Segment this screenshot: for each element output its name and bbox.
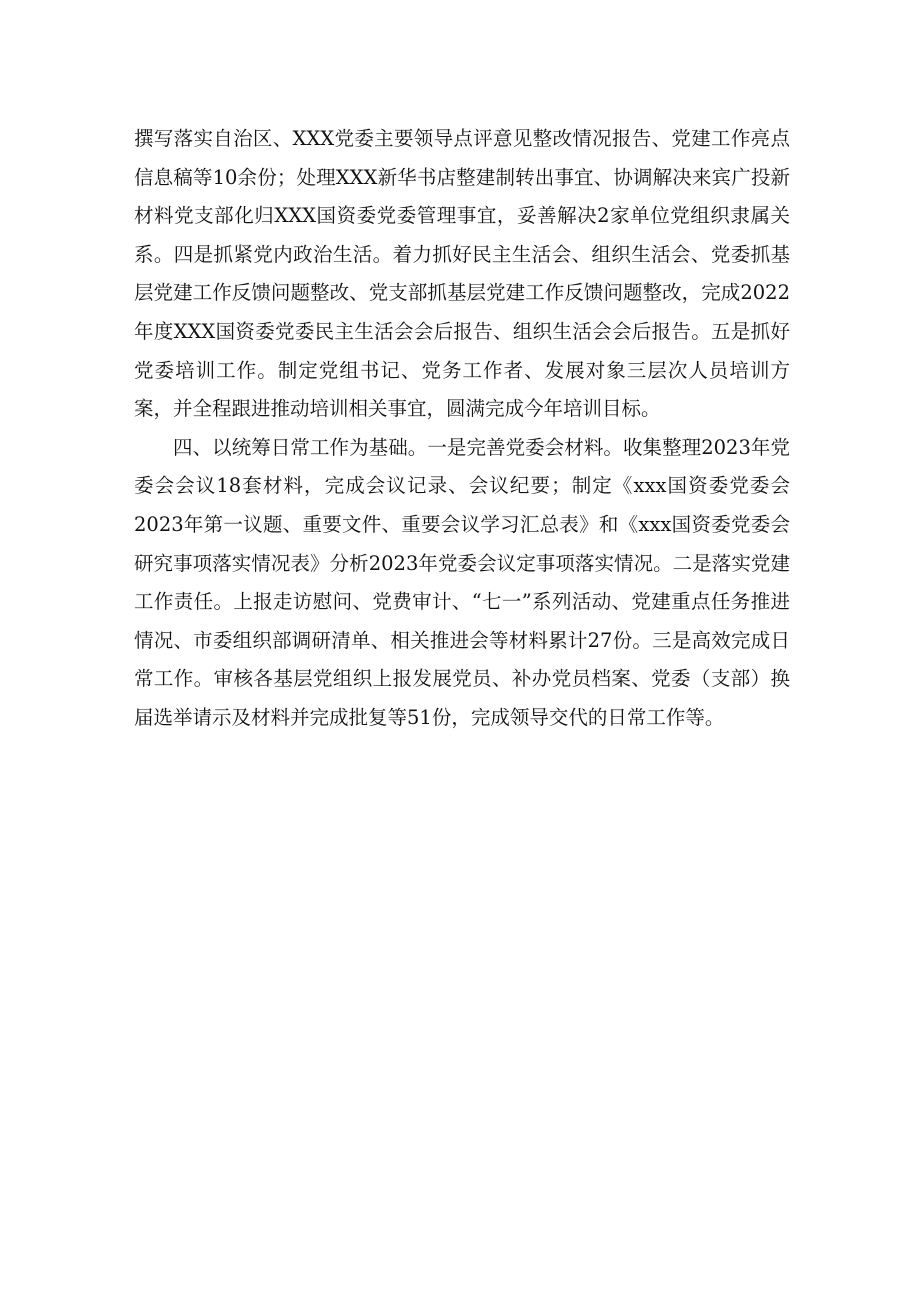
paragraph-section-four: 四、以统筹日常工作为基础。一是完善党委会材料。收集整理2023年党委会会议18套材料，完成会议记录、会议纪要；制定《xxx国资委党委会2023年第一议题、重要文件、重要会议学习汇总表》和《xxx国资委党委会研究事项落实情况表》分析2023年党委会议定事项落实情况。二是落实党建工作责任。上报走访慰问、党费审计、“七一”系列活动、党建重点任务推进情况、市委组织部调研清单、相关推进会等材料累计27份。三是高效完成日常工作。审核各基层党组织上报发展党员、补办党员档案、党委（支部）换届选举请示及材料并完成批复等51份，完成领导交代的日常工作等。 (134, 435, 790, 729)
paragraph-continued: 撰写落实自治区、XXX党委主要领导点评意见整改情况报告、党建工作亮点信息稿等10余份；处理XXX新华书店整建制转出事宜、协调解决来宾广投新材料党支部化归XXX国资委党委管理事宜，妥善解决2家单位党组织隶属关系。四是抓紧党内政治生活。着力抓好民主生活会、组织生活会、党委抓基层党建工作反馈问题整改、党支部抓基层党建工作反馈问题整改，完成2022年度XXX国资委党委民主生活会会后报告、组织生活会会后报告。五是抓好党委培训工作。制定党组书记、党务工作者、发展对象三层次人员培训方案，并全程跟进推动培训相关事宜，圆满完成今年培训目标。 (134, 127, 790, 421)
document-body (134, 120, 790, 738)
